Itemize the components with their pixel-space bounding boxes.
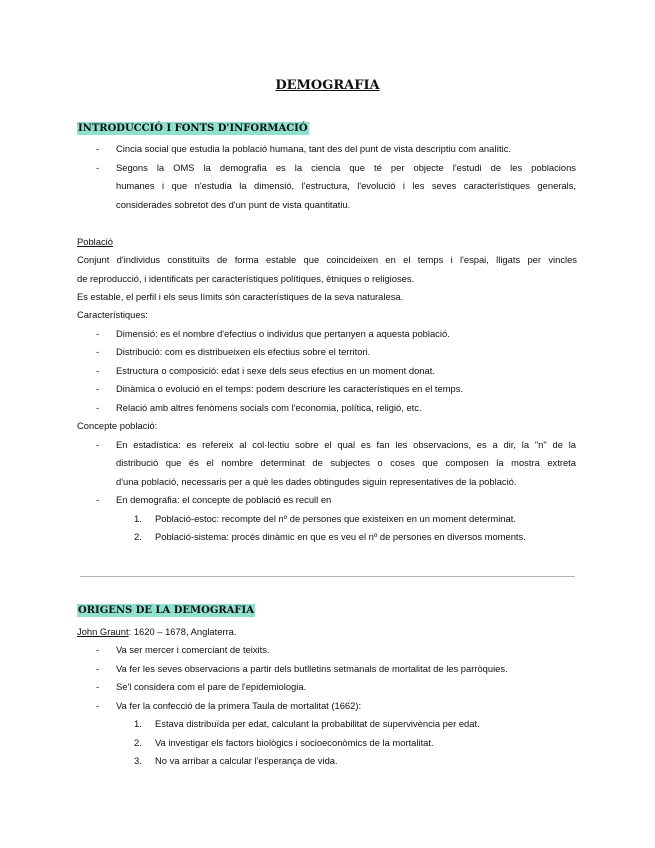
sub-item: Va investigar els factors biològics i socioeconòmics de la mortalitat.	[155, 737, 434, 748]
origens-bullet: Va ser mercer i comerciant de teixits.	[116, 644, 270, 655]
demografia-item: En demografia: el concepte de població es recull en	[116, 494, 332, 505]
list-number: 1.	[134, 718, 142, 729]
bullet-dash: -	[96, 700, 100, 711]
origens-bullet: Va fer les seves observacions a partir dels butlletins setmanals de mortalitat de les parròquies.	[116, 663, 508, 674]
graunt-dates: : 1620 – 1678, Anglaterra.	[128, 626, 237, 637]
bullet-dash: -	[96, 328, 100, 339]
bullet-dash: -	[96, 494, 100, 505]
poblacio-definition-line-2: de reproducció, i identificats per característiques polítiques, ètniques o religioses.	[77, 273, 415, 284]
intro-bullet-2-line-2: humanes i que n'estudia la dimensió, l'estructura, l'evolució i les seves característiques generals,	[116, 180, 576, 191]
bullet-dash: -	[96, 681, 100, 692]
caract-item: Distribució: com es distribueixen els efectius sobre el territori.	[116, 346, 371, 357]
graunt-line	[77, 626, 237, 638]
list-number: 3.	[134, 755, 142, 766]
caract-item: Relació amb altres fenòmens socials com l'economia, política, religió, etc.	[116, 402, 422, 413]
bullet-dash: -	[96, 439, 100, 450]
estadistica-line-1: En estadística: es refereix al col·lectiu sobre el qual es fan les observacions, es a dir, la "n" de la	[116, 439, 576, 450]
bullet-dash: -	[96, 383, 100, 394]
section-heading-origens: ORIGENS DE LA DEMOGRAFIA	[78, 605, 254, 616]
bullet-dash: -	[96, 143, 100, 154]
bullet-dash: -	[96, 644, 100, 655]
sub-item: Població-estoc: recompte del nº de persones que existeixen en un moment determinat.	[155, 513, 516, 524]
bullet-dash: -	[96, 365, 100, 376]
poblacio-stable: Es estable, el perfil i els seus límits són característiques de la seva naturalesa.	[77, 291, 404, 302]
poblacio-heading: Població	[77, 236, 113, 247]
graunt-name: John Graunt	[77, 626, 129, 637]
origens-bullet: Va fer la confecció de la primera Taula de mortalitat (1662):	[116, 700, 362, 711]
caracteristiques-label: Característiques:	[77, 309, 148, 320]
estadistica-line-3: d'una població, necessaris per a què les dades obtingudes siguin representatives de la població.	[116, 476, 517, 487]
bullet-dash: -	[96, 162, 100, 173]
list-number: 2.	[134, 531, 142, 542]
bullet-dash: -	[96, 402, 100, 413]
sub-item: No va arribar a calcular l'esperança de vida.	[155, 755, 338, 766]
poblacio-definition-line-1: Conjunt d'individus constituïts de forma estable que coincideixen en el temps i l'espai, lligats per vincles	[77, 254, 577, 265]
caract-item: Estructura o composició: edat i sexe dels seus efectius en un moment donat.	[116, 365, 435, 376]
origens-bullet: Se'l considera com el pare de l'epidemiologia.	[116, 681, 307, 692]
concepte-label: Concepte població:	[77, 420, 158, 431]
sub-item: Estava distribuïda per edat, calculant la probabilitat de supervivència per edat.	[155, 718, 480, 729]
caract-item: Dimensió: es el nombre d'efectius o individus que pertanyen a aquesta població.	[116, 328, 450, 339]
sub-item: Població-sistema: procés dinàmic en que es veu el nº de persones en diversos moments.	[155, 531, 526, 542]
document-title: DEMOGRAFIA	[275, 78, 380, 93]
section-heading-introduccio: INTRODUCCIÓ I FONTS D'INFORMACIÓ	[78, 123, 308, 134]
list-number: 2.	[134, 737, 142, 748]
caract-item: Dinàmica o evolució en el temps: podem descriure les característiques en el temps.	[116, 383, 464, 394]
intro-bullet-1: Cincia social que estudia la població humana, tant des del punt de vista descriptiu com analític.	[116, 143, 512, 154]
intro-bullet-2-line-3: considerades sobretot des d'un punt de vista quantitatiu.	[116, 199, 351, 210]
intro-bullet-2-line-1: Segons la OMS la demografia es la ciencia que té per objecte l'estudi de les poblacions	[116, 162, 576, 173]
horizontal-divider	[80, 576, 575, 577]
bullet-dash: -	[96, 346, 100, 357]
list-number: 1.	[134, 513, 142, 524]
estadistica-line-2: distribució que és el nombre determinat de subjectes o coses que composen la mostra extreta	[116, 457, 576, 468]
bullet-dash: -	[96, 663, 100, 674]
